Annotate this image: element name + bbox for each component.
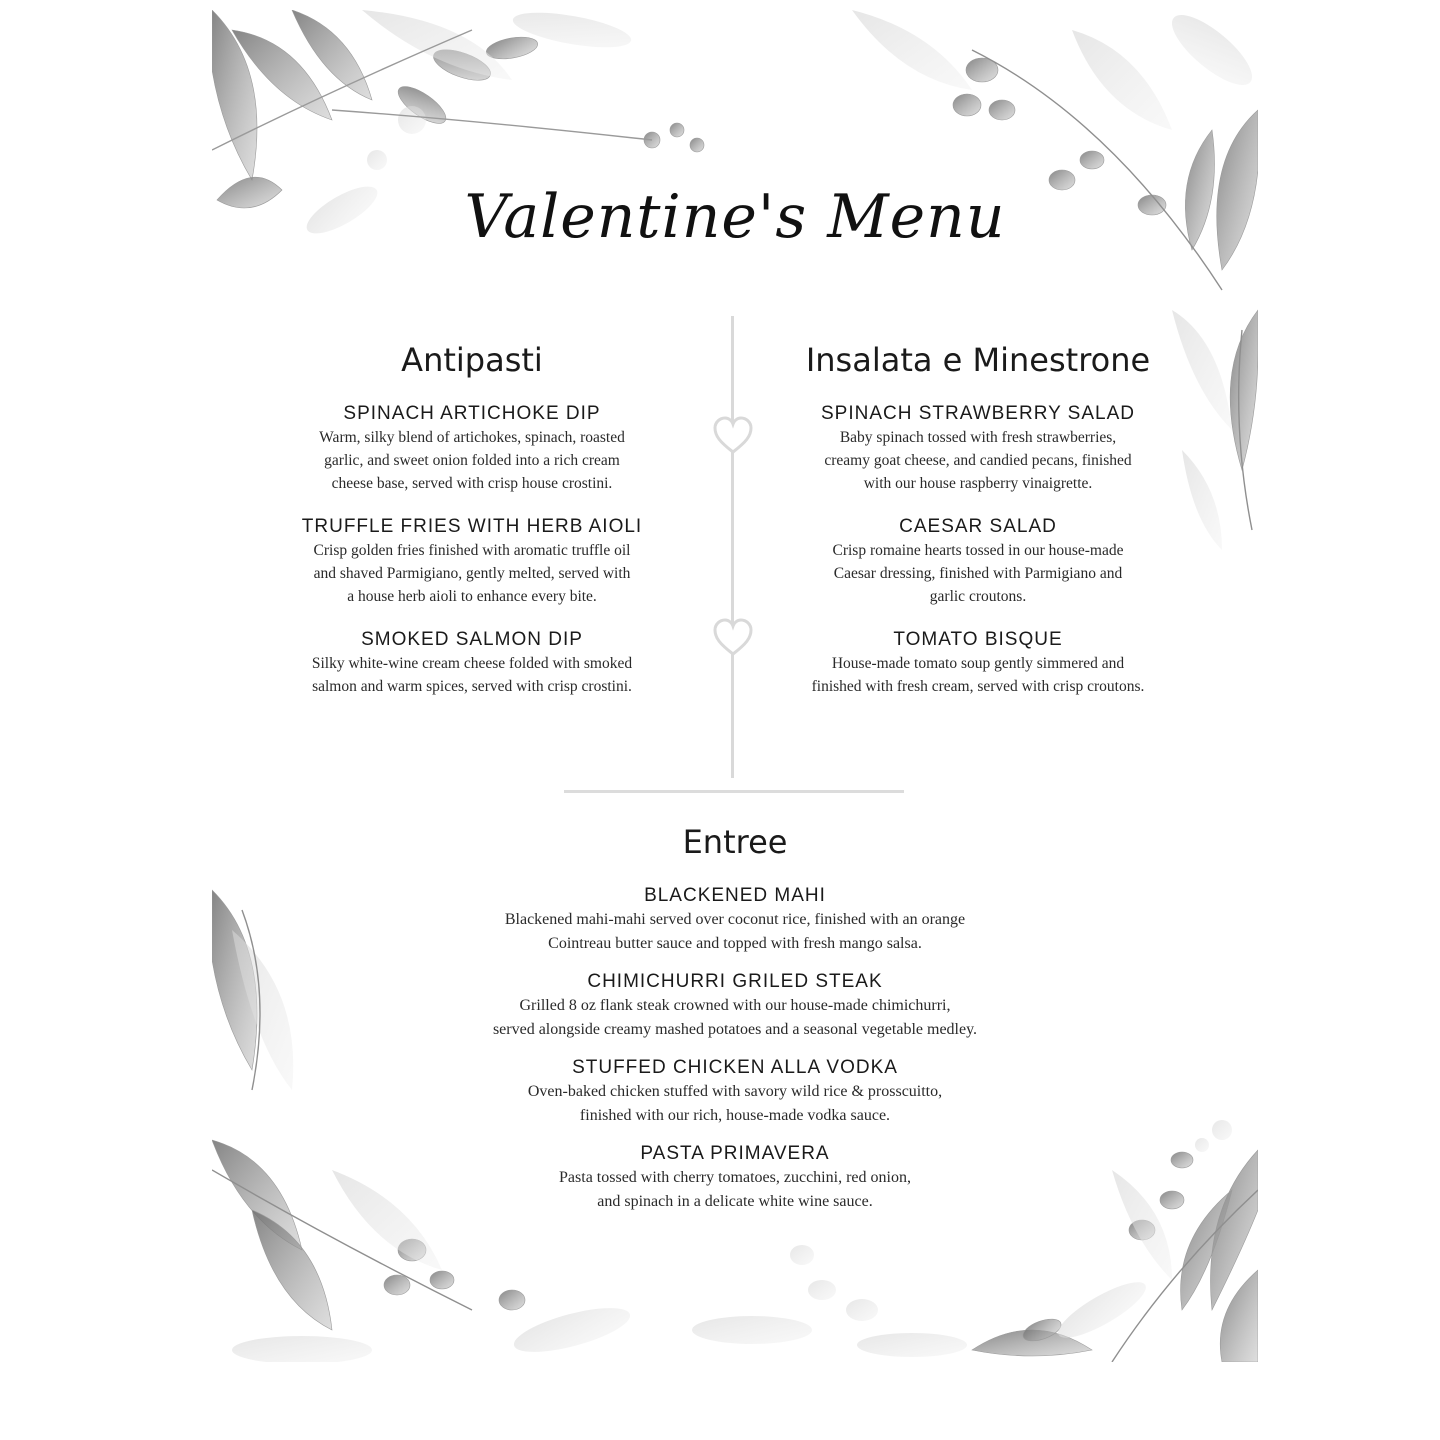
insalata-section (778, 340, 1178, 718)
item-description: Crisp romaine hearts tossed in our house-made Caesar dressing, finished with Parmigiano and garlic croutons. (832, 542, 1124, 605)
menu-item (272, 628, 672, 698)
item-description: Blackened mahi-mahi served over coconut rice, finished with an orange Cointreau butter sauce and topped with fresh mango salsa. (504, 911, 966, 952)
menu-item (385, 1056, 1085, 1128)
item-name: SPINACH ARTICHOKE DIP (343, 403, 601, 424)
page-title: Valentine's Menu (464, 182, 1006, 252)
item-description: Oven-baked chicken stuffed with savory wild rice & prosscuitto, finished with our rich, house-made vodka sauce. (527, 1083, 943, 1124)
item-name: SMOKED SALMON DIP (361, 629, 583, 650)
item-description: Warm, silky blend of artichokes, spinach, roasted garlic, and sweet onion folded into a rich cream cheese base, served with crisp house crostini. (319, 429, 625, 492)
entree-section (385, 822, 1085, 1228)
menu-item (385, 970, 1085, 1042)
item-name: TRUFFLE FRIES WITH HERB AIOLI (301, 516, 643, 537)
menu-item (272, 515, 672, 608)
item-description: Crisp golden fries finished with aromatic truffle oil and shaved Parmigiano, gently melted, served with a house herb aioli to enhance every bite. (313, 542, 631, 605)
item-name: CAESAR SALAD (899, 516, 1057, 537)
item-description: House-made tomato soup gently simmered and finished with fresh cream, served with crisp croutons. (811, 655, 1145, 695)
section-heading: Entree (682, 823, 788, 861)
vertical-divider (731, 316, 734, 778)
menu-page (212, 10, 1258, 1362)
heart-outline-icon (712, 618, 754, 658)
menu-item (778, 515, 1178, 608)
item-name: CHIMICHURRI GRILED STEAK (587, 971, 883, 992)
item-name: BLACKENED MAHI (644, 885, 826, 906)
section-heading: Antipasti (401, 341, 543, 379)
item-name: SPINACH STRAWBERRY SALAD (820, 403, 1135, 424)
item-description: Pasta tossed with cherry tomatoes, zucchini, red onion, and spinach in a delicate white wine sauce. (559, 1169, 911, 1210)
item-description: Baby spinach tossed with fresh strawberries, creamy goat cheese, and candied pecans, finished with our house raspberry vinaigrette. (824, 429, 1132, 492)
menu-item (778, 402, 1178, 495)
menu-item (778, 628, 1178, 698)
item-name: TOMATO BISQUE (893, 629, 1063, 650)
item-name: PASTA PRIMAVERA (640, 1143, 830, 1164)
heart-outline-icon (712, 416, 754, 456)
menu-item (385, 884, 1085, 956)
item-description: Silky white-wine cream cheese folded with smoked salmon and warm spices, served with crisp crostini. (311, 655, 633, 695)
antipasti-section (272, 340, 672, 718)
section-heading: Insalata e Minestrone (805, 341, 1151, 379)
item-description: Grilled 8 oz flank steak crowned with our house-made chimichurri, served alongside creamy mashed potatoes and a seasonal vegetable medley. (492, 997, 978, 1038)
horizontal-divider (564, 790, 904, 793)
menu-item (272, 402, 672, 495)
menu-item (385, 1142, 1085, 1214)
item-name: STUFFED CHICKEN ALLA VODKA (572, 1057, 898, 1078)
